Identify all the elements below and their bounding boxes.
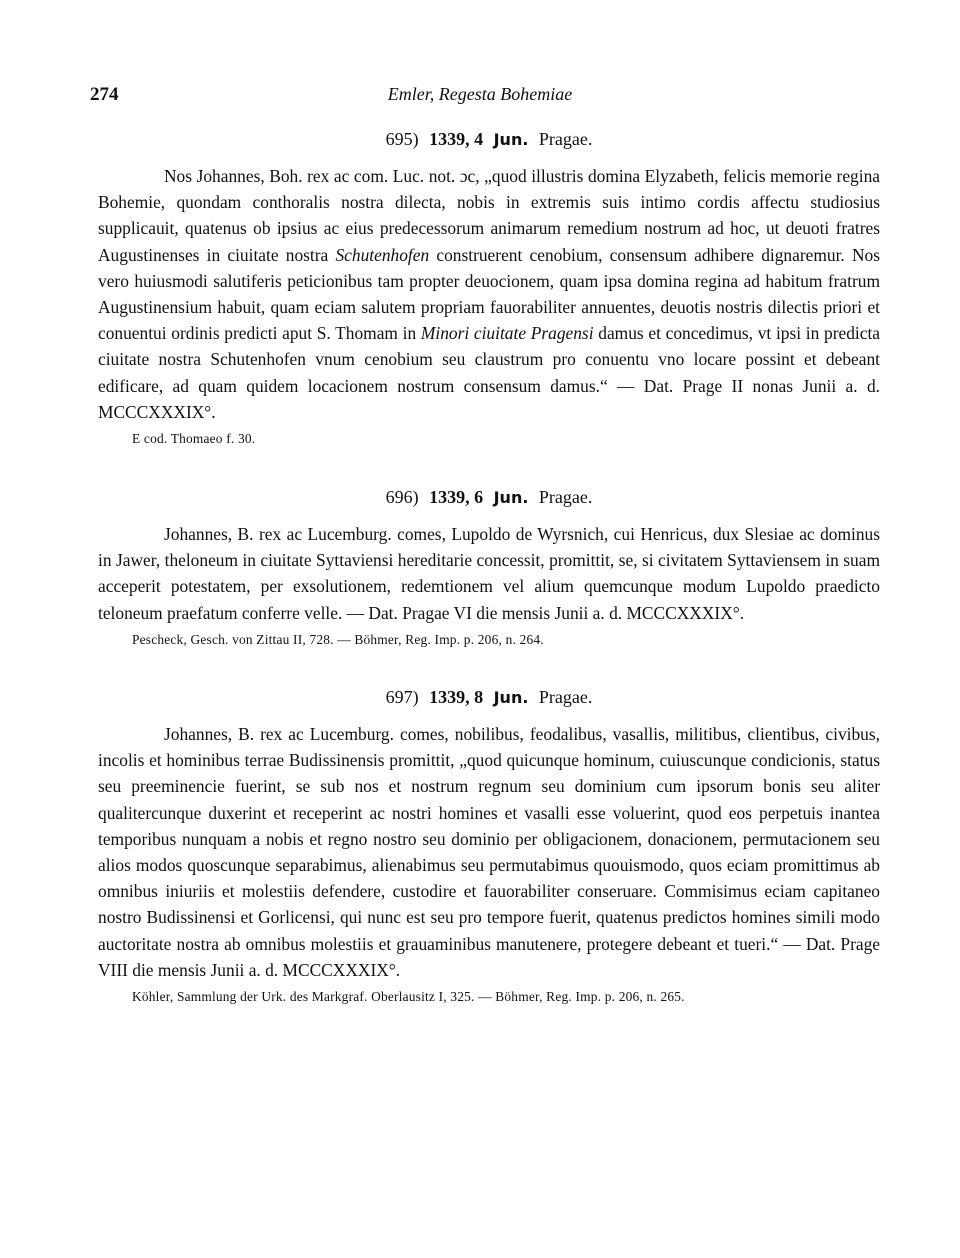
entry-place: Pragae. bbox=[538, 687, 593, 707]
entry-month: Jun. bbox=[493, 488, 529, 507]
entry-month: Jun. bbox=[493, 130, 529, 149]
entry-number: 696) bbox=[385, 487, 419, 507]
entry-source: Köhler, Sammlung der Urk. des Markgraf. Oberlausitz I, 325. — Böhmer, Reg. Imp. p. 206, n. 265. bbox=[132, 989, 685, 1005]
entry-date: 1339, 8 bbox=[429, 687, 484, 707]
entry-date: 1339, 6 bbox=[429, 487, 484, 507]
entry-header bbox=[98, 126, 880, 153]
regest-entry-695 bbox=[98, 126, 880, 449]
entry-header bbox=[98, 484, 880, 511]
entry-source: Pescheck, Gesch. von Zittau II, 728. — Böhmer, Reg. Imp. p. 206, n. 264. bbox=[132, 631, 544, 647]
place-name-italic: Minori ciuitate Pragensi bbox=[420, 323, 594, 344]
place-name-italic: Schutenhofen bbox=[335, 244, 430, 265]
body-text: construerent cenobium, consensum adhibere dignaremur. Nos vero huiusmodi salutiferis peticionibus tam propter deuocionem, quam ipsa domina regina ad habitum fratrum Augustinensium habuit, quam eciam salutem propriam fauorabiliter annuentes, deuotis nostris dilectis priori et conuentui ordinis predicti aput S. Thomam in bbox=[98, 244, 880, 344]
entry-body: Johannes, B. rex ac Lucemburg. comes, nobilibus, feodalibus, vasallis, militibus, clientibus, civibus, incolis et hominibus terrae Budissinensis promittit, „quod quicunque hominum, cuiuscunque condicionis, status seu preeminencie fuerint, se sub nos et nostrum regnum seu dominium cum ipsorum bonis seu aliter qualitercunque duxerint et receperint ac nostri homines et vasalli esse voluerint, quod eos perpetuis inantea temporibus nunquam a nobis et regno nostro seu dominio per obligacionem, donacionem, permutacionem seu alios modos quoscunque separabimus, alienabimus seu permutabimus quouismodo, quos eciam promittimus ab omnibus iniuriis et molestiis defendere, custodire et fauorabiliter conseruare. Commisimus eciam capitaneo nostro Budissinensi et Gorlicensi, qui nunc est seu pro tempore fuerit, quatenus predictos homines simili modo auctoritate nostra ab omnibus molestiis et grauaminibus manutenere, protegere debeant et tueri.“ — Dat. Prage VIII die mensis Junii a. d. MCCCXXXIX°. bbox=[98, 724, 880, 980]
regest-entry-696 bbox=[98, 484, 880, 650]
entry-place: Pragae. bbox=[538, 487, 593, 507]
body-text: Nos Johannes, Boh. rex ac com. Luc. not. ɔc, „quod illustris domina Elyzabeth, felicis memorie regina Bohemie, quondam conthoralis nostra dilecta, nobis in extremis suis intimo cordis affectu studiosius supplicauit, quatenus ob ipsius ac eius predecessorum animarum remedium nostrum ad hoc, ut deuoti fratres Augustinenses in ciuitate nostra bbox=[98, 166, 880, 265]
entry-date: 1339, 4 bbox=[429, 129, 484, 149]
entry-source: E cod. Thomaeo f. 30. bbox=[132, 431, 256, 447]
body-text: damus et concedimus, vt ipsi in predicta ciuitate nostra Schutenhofen vnum cenobium seu claustrum pro conuentu vno locare possint et debeant edificare, ad quam quidem locacionem nostrum consensum damus.“ — Dat. Prage II nonas Junii a. d. MCCCXXXIX°. bbox=[98, 323, 880, 422]
entry-place: Pragae. bbox=[538, 129, 593, 149]
entry-header bbox=[98, 684, 880, 711]
running-head bbox=[0, 84, 960, 110]
entry-month: Jun. bbox=[493, 688, 529, 707]
entry-body: Johannes, B. rex ac Lucemburg. comes, Lupoldo de Wyrsnich, cui Henricus, dux Slesiae ac dominus in Jawer, theloneum in ciuitate Syttaviensi hereditarie concessit, promittit, se, si civitatem Syttaviensem in suam acceperit potestatem, per exsolutionem, redemtionem vel alium quemcunque modum Lupoldo praedicto teloneum praefatum conferre velle. — Dat. Pragae VI die mensis Junii a. d. MCCCXXXIX°. bbox=[98, 524, 880, 623]
running-title: Emler, Regesta Bohemiae bbox=[387, 84, 573, 104]
entry-number: 697) bbox=[385, 687, 419, 707]
regest-entry-697 bbox=[98, 684, 880, 1007]
page-number: 274 bbox=[90, 84, 119, 105]
entry-body bbox=[98, 163, 880, 425]
entry-number: 695) bbox=[385, 129, 419, 149]
